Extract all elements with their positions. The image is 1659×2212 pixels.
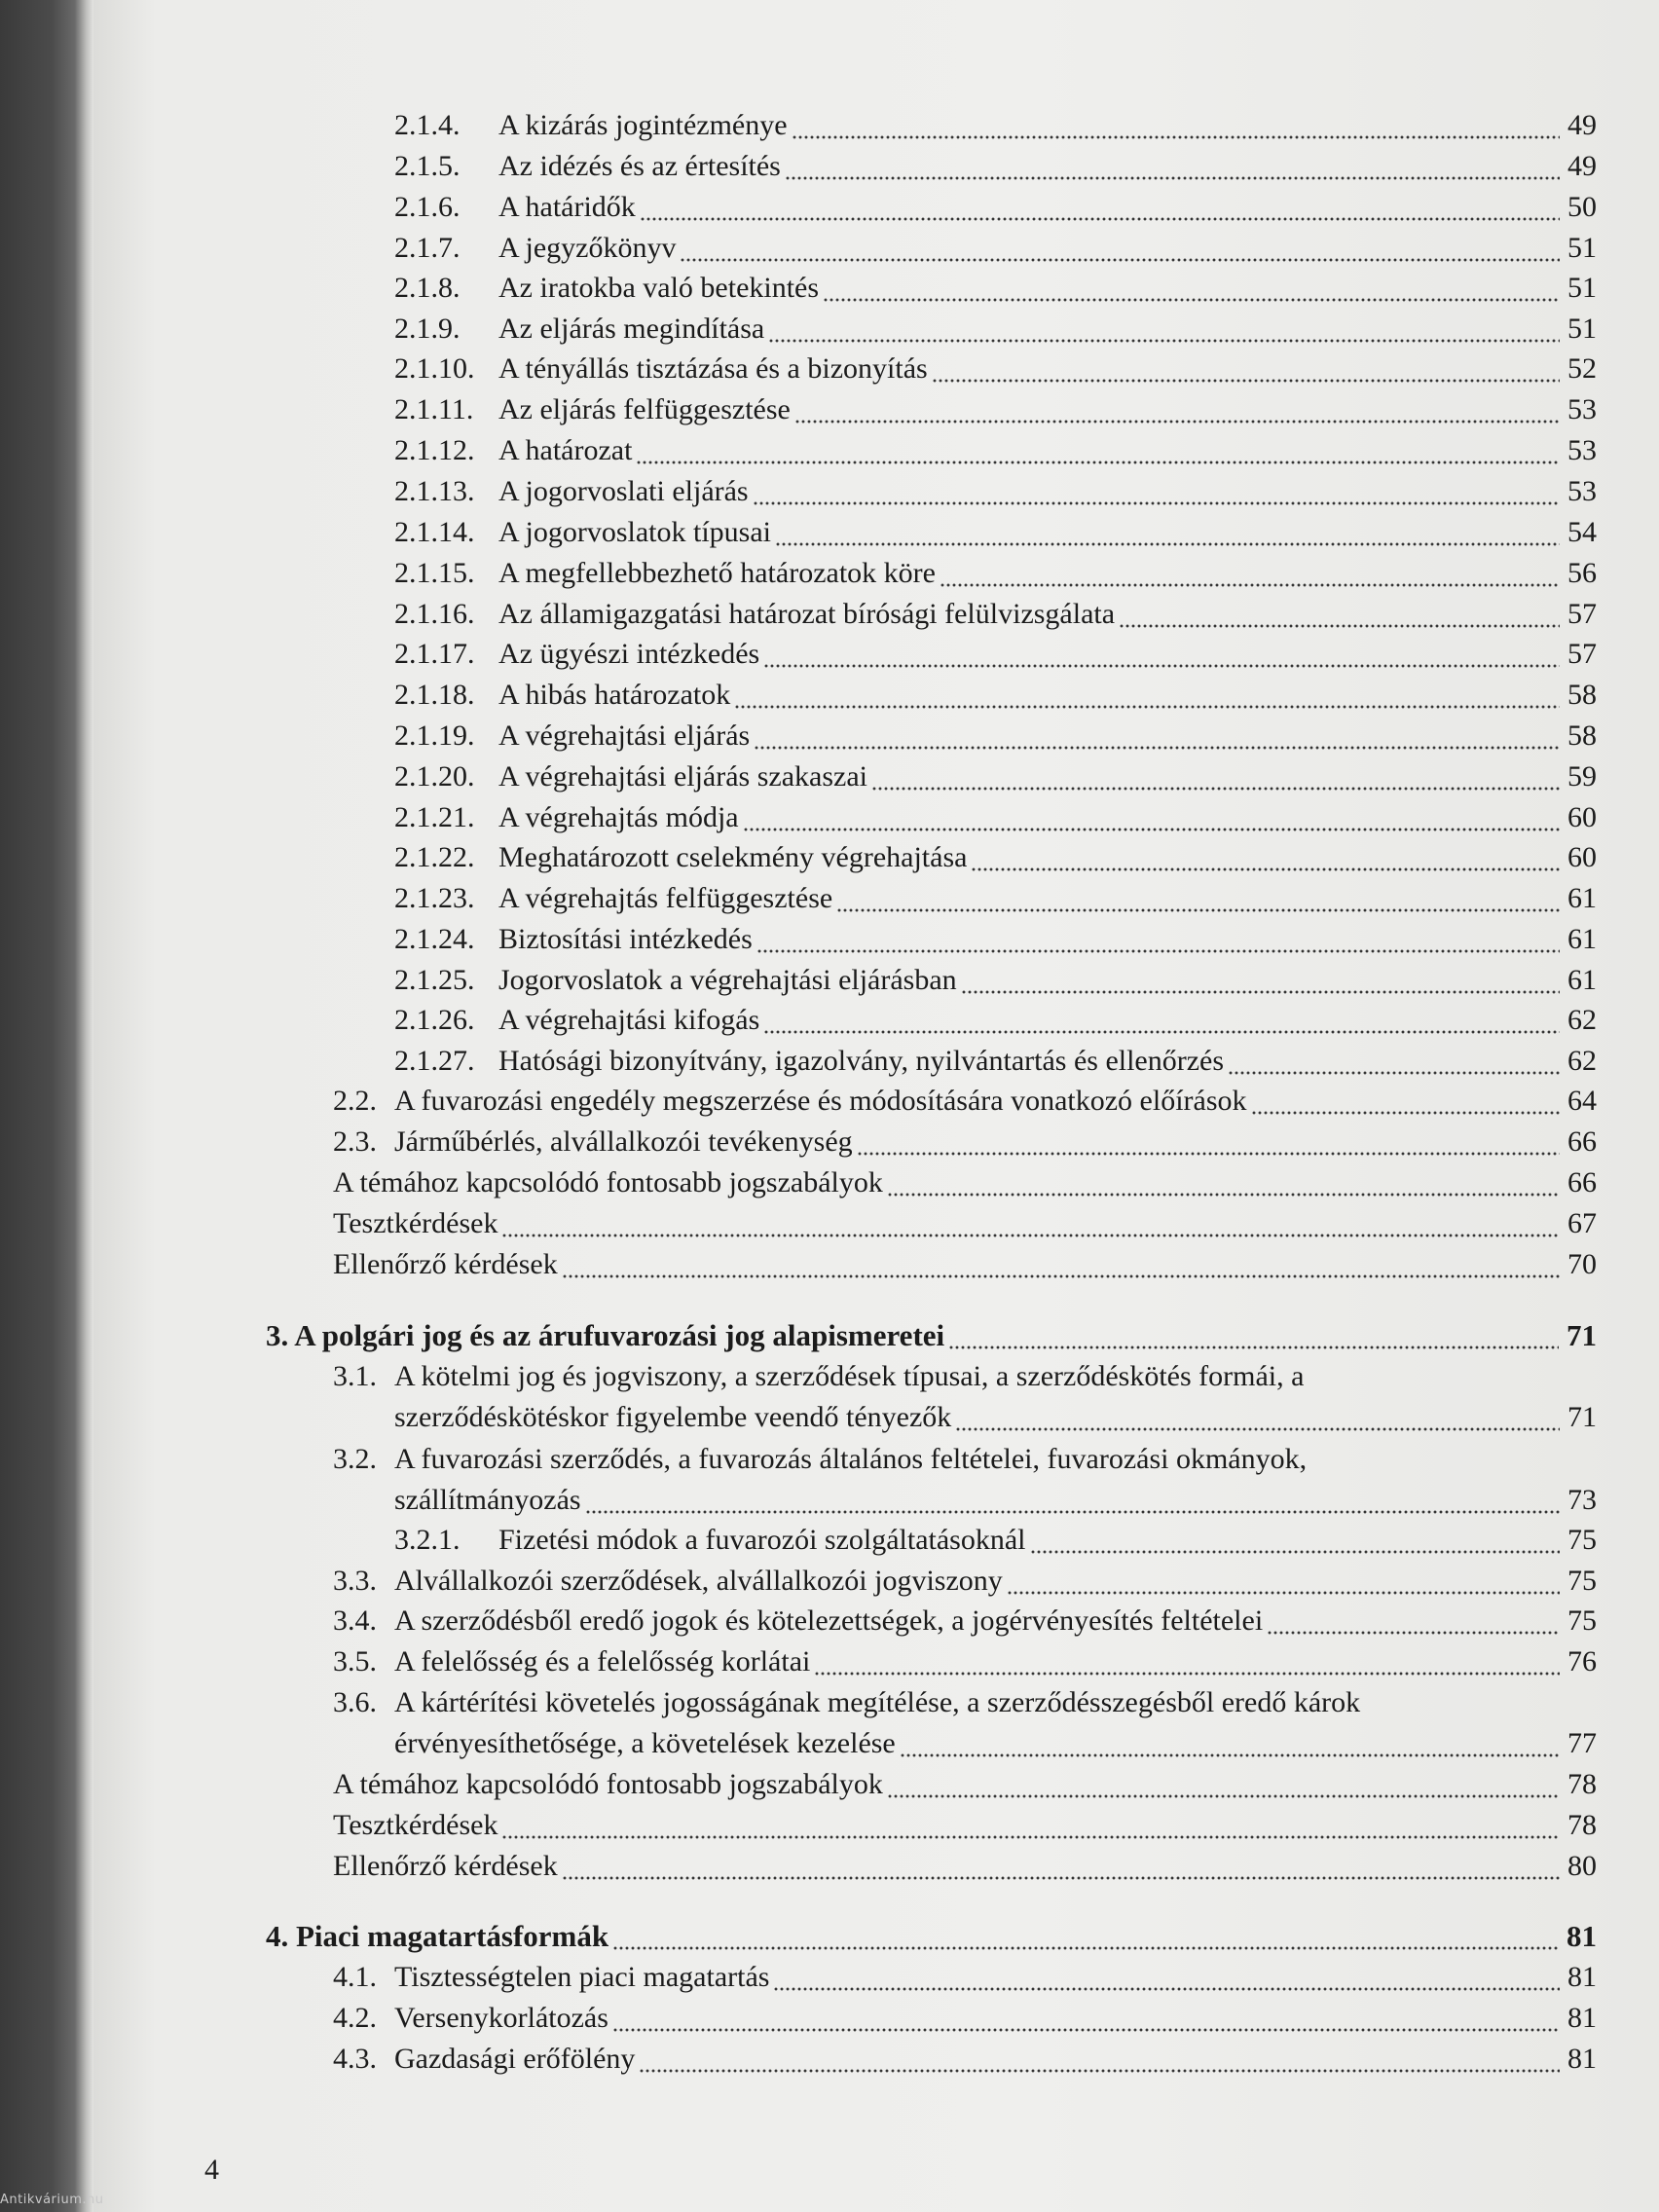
toc-entry-title: A jogorvoslatok típusai bbox=[498, 516, 771, 548]
toc-entry bbox=[0, 349, 1659, 389]
toc-entry-title: Biztosítási intézkedés bbox=[498, 923, 753, 955]
toc-dot-leader bbox=[743, 797, 1560, 838]
toc-dot-leader bbox=[792, 105, 1560, 146]
toc-entry-page: 73 bbox=[1567, 1484, 1597, 1516]
toc-entry-number: 3.4. bbox=[333, 1604, 377, 1637]
toc-entry bbox=[0, 1439, 1659, 1480]
toc-dot-leader bbox=[887, 1764, 1560, 1805]
toc-entry bbox=[0, 594, 1659, 635]
toc-entry-number: 2.1.4. bbox=[394, 109, 461, 141]
toc-entry-number: 3.5. bbox=[333, 1645, 377, 1677]
toc-entry-page: 77 bbox=[1567, 1727, 1597, 1759]
toc-entry-number: 2.1.14. bbox=[394, 516, 475, 548]
toc-entry-number: 2.1.10. bbox=[394, 352, 475, 385]
toc-entry-title: Járműbérlés, alvállalkozói tevékenység bbox=[394, 1125, 853, 1158]
toc-dot-leader bbox=[961, 960, 1560, 1001]
toc-dot-leader bbox=[836, 878, 1560, 919]
toc-dot-leader bbox=[754, 716, 1560, 756]
toc-dot-leader bbox=[734, 675, 1560, 716]
toc-dot-leader bbox=[501, 1805, 1560, 1846]
toc-entry bbox=[0, 1356, 1659, 1397]
toc-entry bbox=[0, 1244, 1659, 1285]
toc-entry-title: Versenykorlátozás bbox=[394, 2002, 608, 2034]
toc-entry-number: 4.3. bbox=[333, 2043, 377, 2075]
toc-dot-leader bbox=[562, 1846, 1560, 1887]
toc-entry-number: 2.1.13. bbox=[394, 475, 475, 507]
toc-entry-number: 2.1.19. bbox=[394, 719, 475, 752]
toc-dot-leader bbox=[823, 268, 1560, 309]
toc-entry bbox=[0, 1561, 1659, 1602]
toc-dot-leader bbox=[585, 1480, 1560, 1521]
toc-entry-number: 2.1.9. bbox=[394, 313, 461, 345]
toc-entry-title: A kötelmi jog és jogviszony, a szerződések típusai, a szerződéskötés formái, a bbox=[394, 1360, 1305, 1392]
toc-entry-page: 49 bbox=[1567, 150, 1597, 182]
toc-entry-title: Fizetési módok a fuvarozói szolgáltatásoknál bbox=[498, 1524, 1026, 1556]
toc-entry-title: A végrehajtás felfüggesztése bbox=[498, 882, 833, 914]
toc-entry-page: 51 bbox=[1567, 272, 1597, 304]
toc-entry-title: Hatósági bizonyítvány, igazolvány, nyilvántartás és ellenőrzés bbox=[498, 1045, 1225, 1077]
toc-entry bbox=[0, 1122, 1659, 1162]
toc-entry bbox=[0, 1916, 1659, 1957]
toc-entry-number: 2.1.20. bbox=[394, 760, 475, 793]
toc-entry-number: 2.1.17. bbox=[394, 638, 475, 670]
toc-dot-leader bbox=[639, 2039, 1560, 2080]
toc-entry-title: Az ügyészi intézkedés bbox=[498, 638, 760, 670]
toc-entry bbox=[0, 1764, 1659, 1805]
toc-entry-page: 56 bbox=[1567, 557, 1597, 589]
toc-entry-page: 62 bbox=[1567, 1045, 1597, 1077]
toc-entry bbox=[0, 1203, 1659, 1244]
toc-entry-page: 71 bbox=[1567, 1318, 1597, 1352]
page-number: 4 bbox=[204, 2154, 219, 2186]
toc-entry-number: 4.2. bbox=[333, 2002, 377, 2034]
toc-dot-leader bbox=[501, 1203, 1560, 1244]
toc-entry-number: 2.1.24. bbox=[394, 923, 475, 955]
toc-dot-leader bbox=[1119, 594, 1560, 635]
toc-entry bbox=[0, 1641, 1659, 1682]
toc-entry-number: 3.6. bbox=[333, 1686, 377, 1718]
toc-entry-number: 2.1.18. bbox=[394, 679, 475, 711]
toc-entry-title: A kártérítési követelés jogosságának megítélése, a szerződésszegésből eredő károk bbox=[394, 1686, 1361, 1718]
toc-dot-leader bbox=[1267, 1601, 1560, 1641]
toc-entry bbox=[0, 1162, 1659, 1203]
toc-entry-page: 53 bbox=[1567, 393, 1597, 425]
toc-entry-number: 4.1. bbox=[333, 1961, 377, 1993]
toc-dot-leader bbox=[640, 187, 1560, 228]
toc-dot-leader bbox=[562, 1244, 1560, 1285]
watermark: Antikvárium.hu bbox=[0, 2193, 104, 2207]
toc-entry-title: A hibás határozatok bbox=[498, 679, 731, 711]
toc-entry-number: 2.2. bbox=[333, 1085, 377, 1117]
toc-entry bbox=[0, 797, 1659, 838]
toc-entry-title: A fuvarozási szerződés, a fuvarozás általános feltételei, fuvarozási okmányok, bbox=[394, 1443, 1308, 1475]
toc-entry bbox=[0, 228, 1659, 269]
toc-entry-number: 2.3. bbox=[333, 1125, 377, 1158]
toc-entry-title: Az idézés és az értesítés bbox=[498, 150, 781, 182]
toc-entry-page: 75 bbox=[1567, 1524, 1597, 1556]
toc-dot-leader bbox=[971, 837, 1560, 878]
toc-dot-leader bbox=[785, 146, 1560, 187]
toc-entry-title: A végrehajtási eljárás bbox=[498, 719, 751, 752]
toc-entry bbox=[0, 1315, 1659, 1356]
toc-dot-leader bbox=[1030, 1520, 1560, 1561]
toc-entry bbox=[0, 1682, 1659, 1723]
toc-entry-page: 81 bbox=[1567, 1961, 1597, 1993]
toc-entry-title: A megfellebbezhető határozatok köre bbox=[498, 557, 936, 589]
toc-entry bbox=[0, 268, 1659, 309]
toc-entry-page: 52 bbox=[1567, 352, 1597, 385]
toc-dot-leader bbox=[932, 349, 1560, 389]
toc-entry bbox=[0, 716, 1659, 756]
toc-entry bbox=[0, 1041, 1659, 1082]
toc-entry bbox=[0, 1846, 1659, 1887]
toc-entry-title: A jogorvoslati eljárás bbox=[498, 475, 749, 507]
toc-entry-title: Tisztességtelen piaci magatartás bbox=[394, 1961, 770, 1993]
toc-dot-leader bbox=[871, 756, 1560, 797]
toc-entry-page: 70 bbox=[1567, 1248, 1597, 1280]
toc-dot-leader bbox=[612, 1916, 1559, 1957]
toc-entry-number: 2.1.27. bbox=[394, 1045, 475, 1077]
toc-entry bbox=[0, 2039, 1659, 2080]
toc-entry-page: 51 bbox=[1567, 313, 1597, 345]
toc-entry-title: A határozat bbox=[498, 434, 633, 466]
toc-entry bbox=[0, 187, 1659, 228]
toc-entry-title: Tesztkérdések bbox=[333, 1207, 498, 1239]
toc-dot-leader bbox=[612, 1998, 1560, 2039]
toc-entry bbox=[0, 471, 1659, 512]
toc-entry-page: 75 bbox=[1567, 1604, 1597, 1637]
toc-dot-leader bbox=[887, 1162, 1560, 1203]
toc-entry-title: Az eljárás megindítása bbox=[498, 313, 765, 345]
toc-dot-leader bbox=[955, 1397, 1560, 1438]
toc-entry bbox=[0, 309, 1659, 350]
toc-entry-number: 2.1.25. bbox=[394, 964, 475, 996]
toc-entry-title: A témához kapcsolódó fontosabb jogszabályok bbox=[333, 1166, 883, 1198]
toc-entry bbox=[0, 389, 1659, 430]
toc-entry-number: 2.1.16. bbox=[394, 598, 475, 630]
toc-entry-page: 57 bbox=[1567, 598, 1597, 630]
toc-entry-page: 67 bbox=[1567, 1207, 1597, 1239]
toc-entry-title: Gazdasági erőfölény bbox=[394, 2043, 636, 2075]
toc-dot-leader bbox=[775, 512, 1560, 553]
toc-entry-number: 2.1.12. bbox=[394, 434, 475, 466]
toc-entry bbox=[0, 430, 1659, 471]
toc-dot-leader bbox=[768, 309, 1560, 350]
toc-entry-title: A felelősség és a felelősség korlátai bbox=[394, 1645, 811, 1677]
toc-entry bbox=[0, 146, 1659, 187]
toc-entry-page: 81 bbox=[1567, 2043, 1597, 2075]
toc-entry-title: A határidők bbox=[498, 191, 636, 223]
toc-entry-number: 3.3. bbox=[333, 1565, 377, 1597]
toc-entry-title: A végrehajtási eljárás szakaszai bbox=[498, 760, 867, 793]
toc-entry bbox=[0, 1081, 1659, 1122]
toc-entry-number: 2.1.21. bbox=[394, 801, 475, 833]
toc-entry-number: 2.1.6. bbox=[394, 191, 461, 223]
toc-entry-title: 3. A polgári jog és az árufuvarozási jog alapismeretei bbox=[266, 1318, 945, 1352]
toc-entry-page: 57 bbox=[1567, 638, 1597, 670]
toc-entry-title: Az eljárás felfüggesztése bbox=[498, 393, 791, 425]
toc-entry bbox=[0, 960, 1659, 1001]
toc-entry-title: A kizárás jogintézménye bbox=[498, 109, 788, 141]
toc-entry-page: 78 bbox=[1567, 1768, 1597, 1800]
toc-entry bbox=[0, 1397, 1659, 1438]
toc-entry-page: 81 bbox=[1567, 2002, 1597, 2034]
toc-entry-page: 58 bbox=[1567, 679, 1597, 711]
toc-entry-title: Ellenőrző kérdések bbox=[333, 1850, 558, 1882]
toc-entry bbox=[0, 675, 1659, 716]
toc-entry-number: 2.1.7. bbox=[394, 232, 461, 264]
toc-dot-leader bbox=[1228, 1041, 1560, 1082]
toc-entry-title: Az államigazgatási határozat bírósági felülvizsgálata bbox=[498, 598, 1116, 630]
toc-entry-number: 2.1.22. bbox=[394, 841, 475, 873]
toc-entry-page: 61 bbox=[1567, 964, 1597, 996]
toc-entry-page: 58 bbox=[1567, 719, 1597, 752]
toc-entry-title: szállítmányozás bbox=[394, 1484, 581, 1516]
toc-entry bbox=[0, 1805, 1659, 1846]
toc-entry-page: 49 bbox=[1567, 109, 1597, 141]
toc-entry bbox=[0, 1000, 1659, 1041]
toc-entry bbox=[0, 1957, 1659, 1998]
toc-dot-leader bbox=[1007, 1561, 1560, 1602]
toc-entry-title: A szerződésből eredő jogok és kötelezettségek, a jogérvényesítés feltételei bbox=[394, 1604, 1264, 1637]
toc-entry-page: 78 bbox=[1567, 1809, 1597, 1841]
toc-entry-page: 61 bbox=[1567, 882, 1597, 914]
toc-entry bbox=[0, 634, 1659, 675]
toc-entry-page: 60 bbox=[1567, 801, 1597, 833]
toc-entry bbox=[0, 878, 1659, 919]
toc-entry bbox=[0, 105, 1659, 146]
toc-entry-title: A végrehajtás módja bbox=[498, 801, 739, 833]
toc-entry bbox=[0, 756, 1659, 797]
toc-entry-page: 54 bbox=[1567, 516, 1597, 548]
toc-entry-page: 81 bbox=[1567, 1919, 1597, 1953]
toc-entry-page: 50 bbox=[1567, 191, 1597, 223]
toc-dot-leader bbox=[900, 1723, 1560, 1764]
toc-dot-leader bbox=[753, 471, 1560, 512]
toc-dot-leader bbox=[756, 919, 1560, 960]
toc-entry-number: 3.2. bbox=[333, 1443, 377, 1475]
toc-entry-page: 61 bbox=[1567, 923, 1597, 955]
toc-entry-page: 66 bbox=[1567, 1125, 1597, 1158]
toc-dot-leader bbox=[940, 553, 1560, 594]
toc-entry-title: A jegyzőkönyv bbox=[498, 232, 677, 264]
toc-entry-number: 2.1.23. bbox=[394, 882, 475, 914]
toc-entry bbox=[0, 1998, 1659, 2039]
toc-entry-title: Jogorvoslatok a végrehajtási eljárásban bbox=[498, 964, 957, 996]
toc-entry-number: 2.1.8. bbox=[394, 272, 461, 304]
toc-entry-page: 53 bbox=[1567, 475, 1597, 507]
toc-entry-page: 60 bbox=[1567, 841, 1597, 873]
toc-entry-title: érvényesíthetősége, a követelések kezelése bbox=[394, 1727, 896, 1759]
toc-entry bbox=[0, 1601, 1659, 1641]
toc-entry bbox=[0, 919, 1659, 960]
toc-dot-leader bbox=[1251, 1081, 1560, 1122]
toc-dot-leader bbox=[763, 1000, 1560, 1041]
toc-entry-page: 53 bbox=[1567, 434, 1597, 466]
toc-entry-page: 51 bbox=[1567, 232, 1597, 264]
toc-dot-leader bbox=[948, 1315, 1559, 1356]
toc-entry-page: 64 bbox=[1567, 1085, 1597, 1117]
toc-entry bbox=[0, 1520, 1659, 1561]
toc-entry-number: 2.1.5. bbox=[394, 150, 461, 182]
toc-dot-leader bbox=[794, 389, 1560, 430]
toc-dot-leader bbox=[814, 1641, 1560, 1682]
toc-entry-title: A tényállás tisztázása és a bizonyítás bbox=[498, 352, 928, 385]
toc-entry bbox=[0, 1480, 1659, 1521]
toc-entry-title: Alvállalkozói szerződések, alvállalkozói jogviszony bbox=[394, 1565, 1003, 1597]
toc-entry-title: A végrehajtási kifogás bbox=[498, 1004, 760, 1036]
toc-entry-title: A témához kapcsolódó fontosabb jogszabályok bbox=[333, 1768, 883, 1800]
toc-entry-page: 71 bbox=[1567, 1401, 1597, 1433]
toc-entry-page: 62 bbox=[1567, 1004, 1597, 1036]
toc-dot-leader bbox=[857, 1122, 1560, 1162]
toc-entry bbox=[0, 512, 1659, 553]
toc-entry-title: Meghatározott cselekmény végrehajtása bbox=[498, 841, 968, 873]
toc-dot-leader bbox=[763, 634, 1560, 675]
toc-entry-number: 2.1.26. bbox=[394, 1004, 475, 1036]
toc-entry-number: 3.1. bbox=[333, 1360, 377, 1392]
toc-entry bbox=[0, 553, 1659, 594]
toc-entry bbox=[0, 1723, 1659, 1764]
toc-entry-page: 75 bbox=[1567, 1565, 1597, 1597]
toc-entry-page: 76 bbox=[1567, 1645, 1597, 1677]
toc-entry-page: 66 bbox=[1567, 1166, 1597, 1198]
toc-entry-title: Az iratokba való betekintés bbox=[498, 272, 820, 304]
toc-entry-title: Tesztkérdések bbox=[333, 1809, 498, 1841]
toc-entry-page: 80 bbox=[1567, 1850, 1597, 1882]
toc-entry-page: 59 bbox=[1567, 760, 1597, 793]
toc-entry-title: 4. Piaci magatartásformák bbox=[266, 1919, 609, 1953]
toc-entry-title: szerződéskötéskor figyelembe veendő tényezők bbox=[394, 1401, 952, 1433]
toc-dot-leader bbox=[773, 1957, 1560, 1998]
toc-entry-number: 3.2.1. bbox=[394, 1524, 461, 1556]
toc-dot-leader bbox=[636, 430, 1560, 471]
toc-entry-number: 2.1.15. bbox=[394, 557, 475, 589]
toc-entry-number: 2.1.11. bbox=[394, 393, 474, 425]
toc-entry-title: Ellenőrző kérdések bbox=[333, 1248, 558, 1280]
toc-dot-leader bbox=[680, 228, 1560, 269]
toc-entry bbox=[0, 837, 1659, 878]
toc-entry-title: A fuvarozási engedély megszerzése és módosítására vonatkozó előírások bbox=[394, 1085, 1247, 1117]
